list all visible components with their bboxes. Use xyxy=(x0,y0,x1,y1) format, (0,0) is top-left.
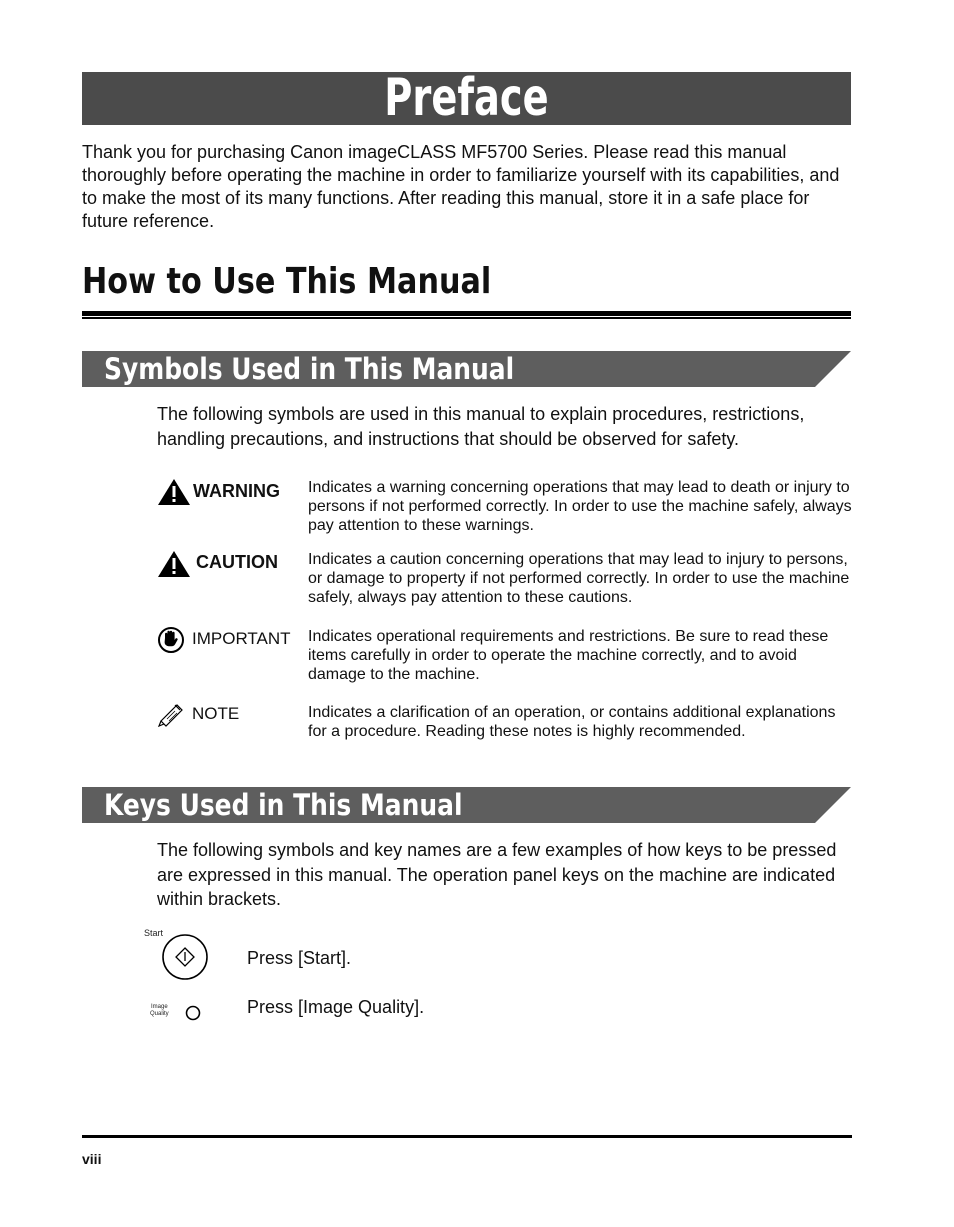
note-label: NOTE xyxy=(192,704,240,723)
note-description: Indicates a clarification of an operation, or contains additional explanations for a procedure. Reading these notes is highly recommended. xyxy=(308,704,836,740)
caution-label: CAUTION xyxy=(196,552,278,572)
symbols-section-bar xyxy=(82,351,851,387)
start-key-caption: Start xyxy=(144,928,164,938)
heading-rule xyxy=(82,311,851,316)
start-key-text: Press [Start]. xyxy=(247,948,352,968)
title-bar xyxy=(82,68,851,128)
image-quality-caption-line2: Quality xyxy=(150,1011,169,1017)
footer-rule xyxy=(82,1135,852,1138)
important-description: Indicates operational requirements and restrictions. Be sure to read these items carefully in order to operate the machine correctly, and to avoid damage to the machine. xyxy=(308,628,829,683)
intro-paragraph: Thank you for purchasing Canon imageCLASS MF5700 Series. Please read this manual thoroughly before operating the machine in order to familiarize yourself with its capabilities, and to make the most of its many functions. After reading this manual, store it in a safe place for future reference. xyxy=(82,142,840,231)
image-quality-caption-line1: Image xyxy=(151,1004,168,1010)
keys-section-heading: Keys Used in This Manual xyxy=(104,788,463,822)
important-hand-icon xyxy=(157,627,185,653)
symbols-section-heading: Symbols Used in This Manual xyxy=(104,352,515,386)
main-heading: How to Use This Manual xyxy=(82,261,492,302)
warning-description: Indicates a warning concerning operations that may lead to death or injury to persons if not performed correctly. In order to use the machine safely, always pay attention to these warnings. xyxy=(308,479,852,534)
heading-rule-thin xyxy=(82,317,851,319)
page-title: Preface xyxy=(384,68,549,128)
symbols-intro: The following symbols are used in this manual to explain procedures, restrictions, handling precautions, and instructions that should be observed for safety. xyxy=(157,404,805,449)
image-quality-key-text: Press [Image Quality]. xyxy=(247,997,425,1017)
warning-icon xyxy=(157,478,191,506)
important-label: IMPORTANT xyxy=(192,629,291,648)
warning-label: WARNING xyxy=(193,481,280,501)
page-number: viii xyxy=(82,1151,102,1167)
start-key-icon xyxy=(161,933,209,981)
caution-icon xyxy=(157,550,191,578)
keys-section-bar xyxy=(82,787,851,823)
note-pencil-icon xyxy=(157,703,187,727)
keys-intro: The following symbols and key names are a few examples of how keys to be pressed are expressed in this manual. The operation panel keys on the machine are indicated within brackets. xyxy=(157,840,837,909)
caution-description: Indicates a caution concerning operations that may lead to injury to persons, or damage to property if not performed correctly. In order to use the machine safely, always pay attention to these cautions. xyxy=(308,551,850,606)
image-quality-key-icon xyxy=(184,1004,202,1022)
